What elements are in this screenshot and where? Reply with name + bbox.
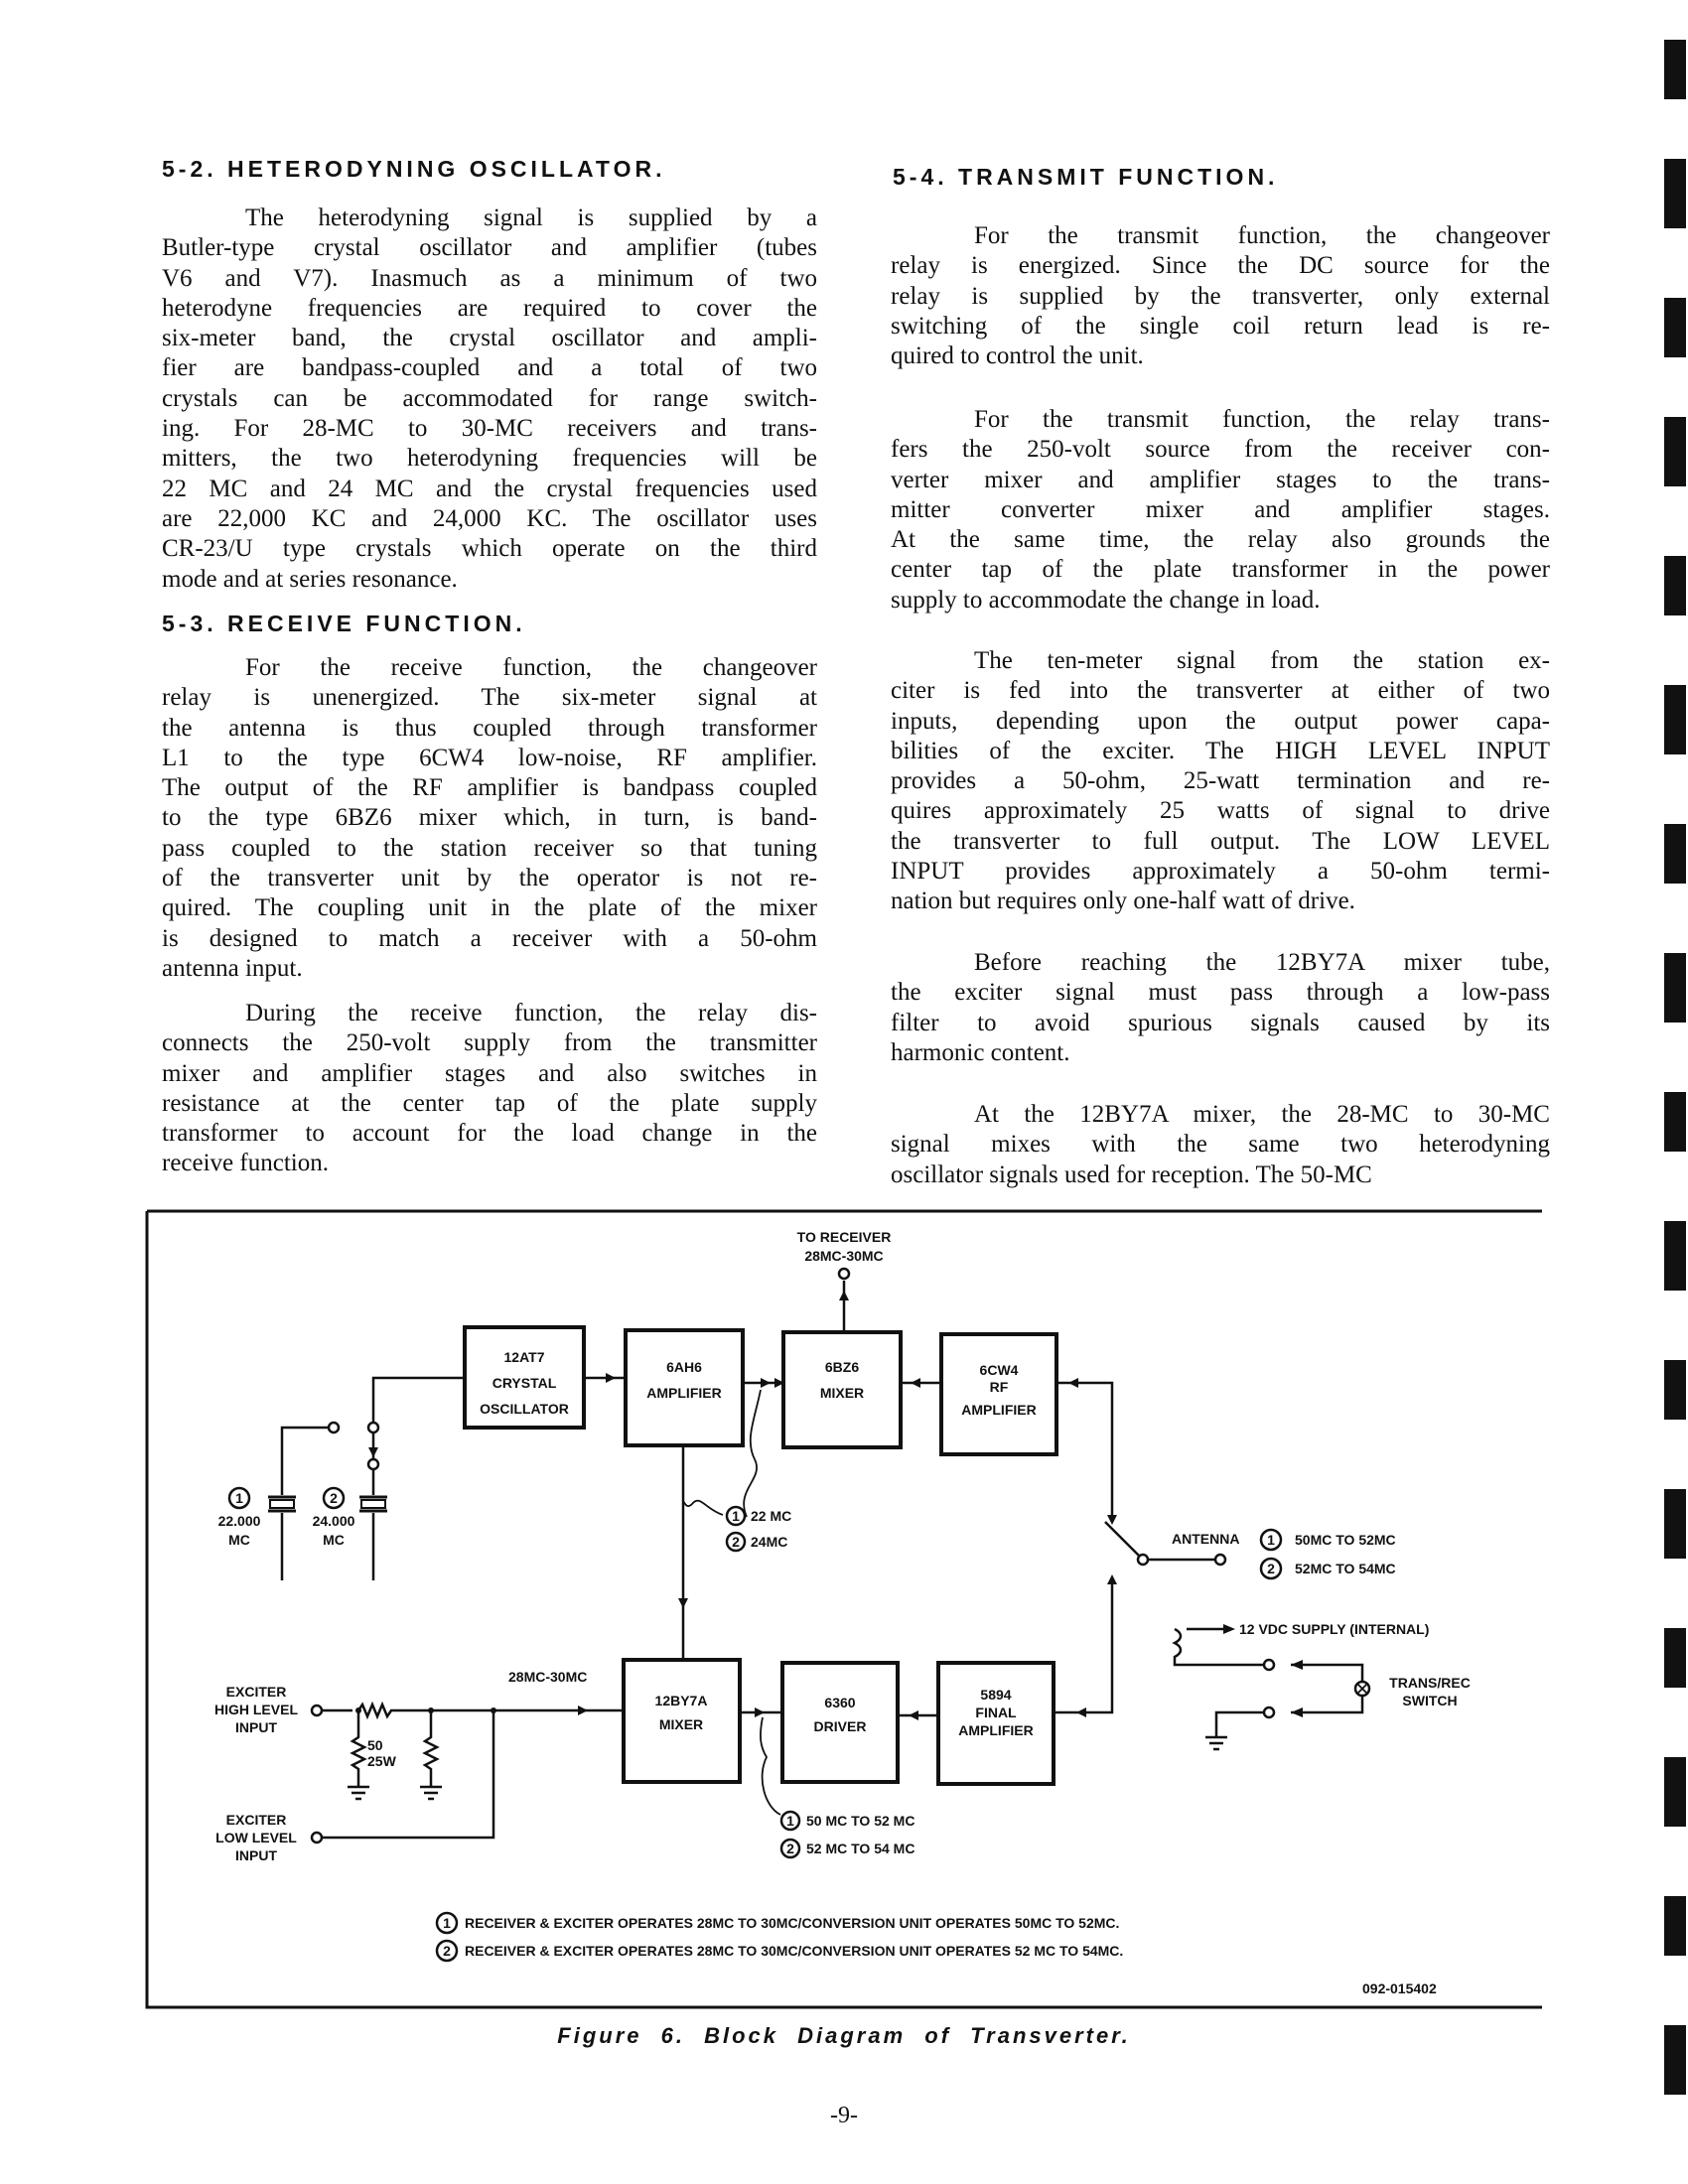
diagram-note: RECEIVER & EXCITER OPERATES 28MC TO 30MC/CONVERSION UNIT OPERATES 50MC TO 52MC.	[465, 1915, 1120, 1931]
crystal-unit: MC	[323, 1532, 345, 1548]
section-heading-5-2: 5-2. HETERODYNING OSCILLATOR.	[162, 156, 666, 182]
antenna-range: 52MC TO 54MC	[1295, 1561, 1396, 1576]
block-label: MIXER	[658, 1716, 704, 1732]
binding-tab	[1664, 1757, 1686, 1827]
low-input-label: LOW LEVEL	[215, 1830, 297, 1845]
binding-tab	[1664, 417, 1686, 486]
text-line: the exciter signal must pass through a low-pass	[891, 979, 1550, 1007]
resistor-rating: 25W	[367, 1753, 396, 1769]
text-line: pass coupled to the station receiver so that tuning	[162, 834, 817, 862]
text-line: 22 MC and 24 MC and the crystal frequencies used	[162, 475, 817, 502]
callout-number: 2	[1267, 1561, 1275, 1576]
binding-tab	[1664, 685, 1686, 754]
text-line: inputs, depending upon the output power capa-	[891, 707, 1550, 735]
crystal-number: 2	[330, 1490, 338, 1506]
callout-number: 1	[732, 1508, 740, 1524]
het-frequency: 24MC	[751, 1534, 788, 1550]
text-line: oscillator signals used for reception. The 50-MC	[891, 1160, 1372, 1188]
binding-tab	[1664, 1628, 1686, 1688]
text-line: quires approximately 25 watts of signal to drive	[891, 797, 1550, 825]
block-label: 6360	[824, 1695, 856, 1710]
binding-tab	[1664, 2025, 1686, 2095]
text-line: switching of the single coil return lead is re-	[891, 312, 1550, 340]
resistor-value: 50	[367, 1737, 383, 1753]
input-band-label: 28MC-30MC	[508, 1669, 588, 1685]
text-line: During the receive function, the relay dis-	[245, 1000, 817, 1026]
text-line: For the transmit function, the relay trans-	[974, 406, 1550, 433]
text-line: ing. For 28-MC to 30-MC receivers and trans-	[162, 415, 817, 443]
low-input-label: INPUT	[235, 1847, 277, 1863]
text-line: quired to control the unit.	[891, 342, 1144, 370]
text-line: the antenna is thus coupled through transformer	[162, 714, 817, 742]
figure-caption: Figure 6. Block Diagram of Transverter.	[557, 2023, 1131, 2048]
text-line: heterodyne frequencies are required to cover the	[162, 294, 817, 322]
block-label: 6BZ6	[824, 1359, 860, 1375]
text-line: relay is energized. Since the DC source for the	[891, 252, 1550, 280]
text-line: crystals can be accommodated for range switch-	[162, 384, 817, 412]
text-line: The output of the RF amplifier is bandpass coupled	[162, 774, 817, 802]
note-number: 1	[443, 1915, 451, 1931]
text-line: quired. The coupling unit in the plate of the mixer	[162, 894, 817, 922]
block-label: OSCILLATOR	[480, 1401, 569, 1417]
callout-number: 1	[786, 1813, 794, 1829]
block-label: AMPLIFIER	[958, 1722, 1034, 1738]
callout-number: 2	[786, 1841, 794, 1856]
callout-number: 1	[1267, 1532, 1275, 1548]
callout-number: 2	[732, 1534, 740, 1550]
block-label: 6AH6	[666, 1359, 702, 1375]
text-line: verter mixer and amplifier stages to the trans-	[891, 466, 1550, 493]
block-label: MIXER	[819, 1385, 865, 1401]
text-line: center tap of the plate transformer in the power	[891, 556, 1550, 584]
text-line: receive function.	[162, 1150, 329, 1177]
text-line: For the transmit function, the changeover	[974, 222, 1550, 249]
text-line: signal mixes with the same two heterodyning	[891, 1131, 1550, 1159]
block-label: AMPLIFIER	[961, 1402, 1037, 1418]
block-label: RF	[989, 1379, 1009, 1395]
crystal-number: 1	[235, 1490, 243, 1506]
text-line: six-meter band, the crystal oscillator and ampli-	[162, 325, 817, 352]
text-line: relay is unenergized. The six-meter signal at	[162, 684, 817, 712]
text-line: V6 and V7). Inasmuch as a minimum of two	[162, 264, 817, 292]
output-range: 52 MC TO 54 MC	[806, 1841, 915, 1856]
text-line: The heterodyning signal is supplied by a	[245, 205, 817, 231]
switch-label: TRANS/REC	[1389, 1675, 1471, 1691]
crystal-frequency: 24.000	[312, 1513, 355, 1529]
block-label: 5894	[980, 1687, 1012, 1703]
output-range: 50 MC TO 52 MC	[806, 1813, 915, 1829]
text-line: The ten-meter signal from the station ex-	[974, 647, 1550, 674]
text-line: Butler-type crystal oscillator and amplifier (tubes	[162, 234, 817, 262]
to-receiver-band: 28MC-30MC	[804, 1248, 884, 1264]
text-line: the transverter to full output. The LOW LEVEL	[891, 827, 1550, 855]
binding-tab	[1664, 40, 1686, 99]
binding-tab	[1664, 1221, 1686, 1291]
crystal-frequency: 22.000	[217, 1513, 261, 1529]
binding-tab	[1664, 824, 1686, 884]
text-line: transformer to account for the load change in the	[162, 1120, 817, 1148]
high-input-label: INPUT	[235, 1719, 277, 1735]
text-line: citer is fed into the transverter at either of two	[891, 677, 1550, 705]
page-number: -9-	[830, 2103, 858, 2128]
to-receiver-label: TO RECEIVER	[796, 1229, 892, 1245]
text-line: For the receive function, the changeover	[245, 654, 817, 681]
text-line: resistance at the center tap of the plate supply	[162, 1089, 817, 1117]
section-heading-5-3: 5-3. RECEIVE FUNCTION.	[162, 611, 526, 636]
binding-tab	[1664, 1360, 1686, 1420]
low-input-label: EXCITER	[225, 1812, 287, 1828]
text-line: harmonic content.	[891, 1038, 1070, 1066]
binding-tab	[1664, 159, 1686, 228]
text-line: mitter converter mixer and amplifier stages.	[891, 495, 1550, 523]
block-label: FINAL	[975, 1705, 1017, 1720]
high-input-label: EXCITER	[225, 1684, 287, 1700]
text-line: At the same time, the relay also grounds the	[891, 526, 1550, 554]
het-frequency: 22 MC	[751, 1508, 792, 1524]
switch-label: SWITCH	[1402, 1693, 1458, 1708]
block-label: 6CW4	[979, 1362, 1019, 1378]
section-heading-5-4: 5-4. TRANSMIT FUNCTION.	[893, 164, 1279, 190]
text-line: is designed to match a receiver with a 50-ohm	[162, 924, 817, 952]
text-line: CR-23/U type crystals which operate on the third	[162, 535, 817, 563]
binding-tab	[1664, 1896, 1686, 1956]
text-line: relay is supplied by the transverter, only external	[891, 282, 1550, 310]
block-label: AMPLIFIER	[646, 1385, 722, 1401]
binding-tab	[1664, 298, 1686, 357]
binding-tab	[1664, 953, 1686, 1023]
text-line: filter to avoid spurious signals caused by its	[891, 1009, 1550, 1036]
block-label: 12AT7	[503, 1349, 545, 1365]
text-line: to the type 6BZ6 mixer which, in turn, is band-	[162, 804, 817, 832]
binding-tab	[1664, 1489, 1686, 1559]
text-line: provides a 50-ohm, 25-watt termination and re-	[891, 767, 1550, 795]
text-line: are 22,000 KC and 24,000 KC. The oscillator uses	[162, 504, 817, 532]
antenna-range: 50MC TO 52MC	[1295, 1532, 1396, 1548]
text-line: fier are bandpass-coupled and a total of two	[162, 354, 817, 382]
text-line: supply to accommodate the change in load.	[891, 586, 1321, 614]
crystal-unit: MC	[228, 1532, 250, 1548]
high-input-label: HIGH LEVEL	[213, 1702, 299, 1717]
text-line: connects the 250-volt supply from the transmitter	[162, 1029, 817, 1057]
text-line: of the transverter unit by the operator is not re-	[162, 865, 817, 892]
binding-tab	[1664, 1092, 1686, 1152]
block-label: CRYSTAL	[492, 1375, 557, 1391]
text-line: mixer and amplifier stages and also switches in	[162, 1059, 817, 1087]
diagram-note: RECEIVER & EXCITER OPERATES 28MC TO 30MC/CONVERSION UNIT OPERATES 52 MC TO 54MC.	[465, 1943, 1124, 1959]
text-line: At the 12BY7A mixer, the 28-MC to 30-MC	[974, 1101, 1550, 1128]
text-line: mitters, the two heterodyning frequencies will be	[162, 445, 817, 473]
supply-label: 12 VDC SUPPLY (INTERNAL)	[1239, 1621, 1430, 1637]
text-line: Before reaching the 12BY7A mixer tube,	[974, 949, 1550, 976]
antenna-label: ANTENNA	[1172, 1531, 1240, 1547]
note-number: 2	[443, 1943, 451, 1959]
block-label: DRIVER	[813, 1718, 867, 1734]
binding-tab	[1664, 556, 1686, 615]
text-line: INPUT provides approximately a 50-ohm termi-	[891, 858, 1550, 886]
text-line: antenna input.	[162, 954, 303, 982]
text-line: L1 to the type 6CW4 low-noise, RF amplifier.	[162, 744, 817, 771]
text-line: fers the 250-volt source from the receiver con-	[891, 436, 1550, 464]
block-label: 12BY7A	[654, 1693, 708, 1708]
text-line: nation but requires only one-half watt of drive.	[891, 887, 1355, 915]
drawing-number: 092-015402	[1362, 1980, 1437, 1996]
text-line: mode and at series resonance.	[162, 565, 458, 593]
text-line: bilities of the exciter. The HIGH LEVEL INPUT	[891, 737, 1550, 764]
